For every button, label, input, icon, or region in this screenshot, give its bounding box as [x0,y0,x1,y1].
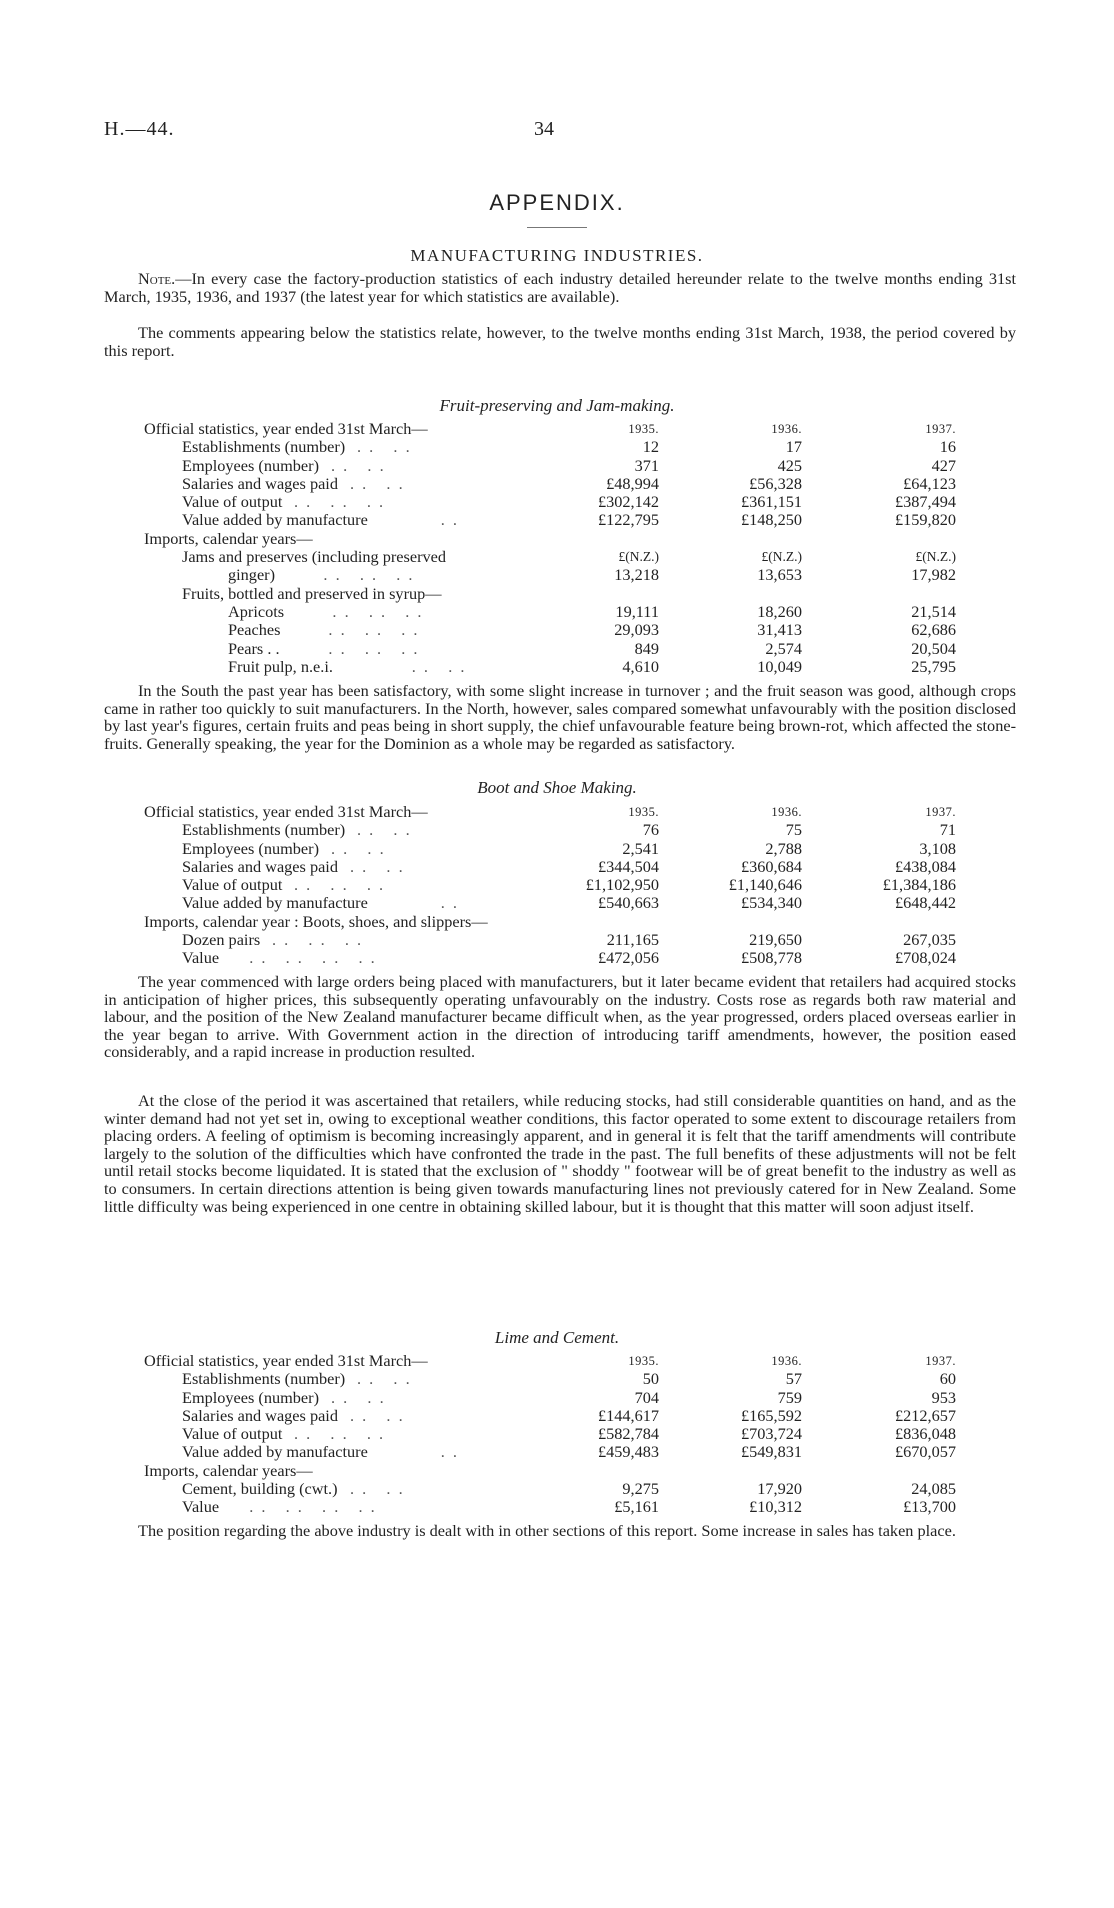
value-cell: £387,494 [894,492,956,512]
row-label: Employees (number) [182,838,319,858]
value-cell: 1937. [925,805,956,819]
table-row [104,640,1016,658]
value-cell: £302,142 [597,492,659,512]
value-cell: 425 [777,455,802,475]
value-cell: 24,085 [911,1479,956,1499]
table-row [104,1425,1016,1443]
table-row [104,511,1016,529]
leader-dots: . . . . [357,1369,412,1389]
value-cell: 759 [777,1387,802,1407]
value-cell: 1936. [771,805,802,819]
leader-dots: . . . . . . [272,930,364,950]
value-cell: 16 [939,437,956,457]
row-label: Salaries and wages paid [182,1405,338,1425]
value-cell: 10,049 [757,656,802,676]
row-label: Official statistics, year ended 31st March— [144,802,428,821]
value-cell: £159,820 [894,510,956,530]
row-label: Establishments (number) [182,820,346,840]
table-row [104,821,1016,839]
value-cell: 1935. [628,805,659,819]
value-cell: £212,657 [894,1405,956,1425]
value-cell: 71 [939,820,956,840]
row-label: Value added by manufacture [182,1442,368,1462]
table-row [104,1407,1016,1425]
table-row [104,475,1016,493]
row-label: Imports, calendar years— [144,1460,313,1480]
value-cell: £703,724 [740,1424,802,1444]
table-row [104,1370,1016,1388]
row-label: Value of output [182,875,283,895]
leader-dots: . . . . [331,1387,386,1407]
leader-dots: . . . . [345,656,467,676]
statistics-table-fruit [104,420,1016,676]
note-label: Note. [138,269,176,288]
table-row [104,621,1016,639]
value-cell: £670,057 [894,1442,956,1462]
value-cell: 704 [634,1387,659,1407]
table-row [104,493,1016,511]
value-cell: 19,111 [615,601,659,621]
value-cell: 13,653 [757,565,802,585]
value-cell: 219,650 [749,930,802,950]
table-row [104,438,1016,456]
value-cell: 18,260 [757,601,802,621]
table-row [104,1443,1016,1461]
value-cell: 57 [785,1369,802,1389]
value-cell: 75 [785,820,802,840]
value-cell: 267,035 [903,930,956,950]
table-row [104,894,1016,912]
table-row [104,1352,1016,1370]
row-label: Peaches [228,620,281,640]
row-label: Dozen pairs [182,930,261,950]
value-cell: 76 [642,820,659,840]
row-label: Value added by manufacture [182,893,368,913]
comment-paragraph-boot-shoe-2: At the close of the period it was ascertained that retailers, while reducing stocks, had still considerable quantities on hand, and as the winter demand had not yet set in, owing to exceptional weather conditions, this factor operated to some extent to discourage retailers from placing orders. A feeling of optimism is becoming increasingly apparent, and in general it is felt that the tariff amendments will contribute largely to the solution of the difficulties which have confronted the trade in the past. The full benefits of these adjustments will not be felt until retail stocks become liquidated. It is stated that the exclusion of " shoddy " footwear will be of great benefit to the industry as well as to consumers. In certain directions attention is being given towards manufacturing lines not previously catered for in New Zealand. Some little difficulty was being experienced in one centre in obtaining skilled labour, but it is thought that this matter will soon adjust itself. [104,1091,1016,1216]
leader-dots: . . . . . . [287,565,415,585]
table-row [104,858,1016,876]
value-cell: 9,275 [622,1479,659,1499]
value-cell: £(N.Z.) [915,549,956,565]
page-number: 34 [534,118,554,140]
value-cell: 12 [642,437,659,457]
value-cell: £508,778 [740,948,802,968]
leader-dots: . . . . . . [294,492,386,512]
leader-dots: . . . . [350,473,405,493]
value-cell: £13,700 [903,1497,956,1517]
value-cell: 371 [634,455,659,475]
manufacturing-industries-heading: MANUFACTURING INDUSTRIES. [410,246,704,265]
value-cell: 953 [931,1387,956,1407]
value-cell: 62,686 [911,620,956,640]
value-cell: £(N.Z.) [761,549,802,565]
note-paragraph-2: The comments appearing below the statistics relate, however, to the twelve months ending 31st March, 1938, the period covered by this report. [104,323,1016,360]
value-cell: 29,093 [614,620,659,640]
leader-dots: . . . . . . . . [231,1497,377,1517]
value-cell: £1,102,950 [585,875,659,895]
table-row [104,949,1016,967]
value-cell: £534,340 [740,893,802,913]
table-row [104,1389,1016,1407]
comment-paragraph-fruit: In the South the past year has been satisfactory, with some slight increase in turnover ; and the fruit season was good, although crops came in rather too quickly to suit manufacturers. In the North, however, sales compared somewhat unfavourably with the position disclosed by last year's figures, certain fruits and peas being in short supply, the chief unfavourable feature being brown-rot, which affected the stone-fruits. Generally speaking, the year for the Dominion as a whole may be regarded as satisfactory. [104,681,1016,753]
row-label: Fruit pulp, n.e.i. [228,656,333,676]
row-label: Cement, building (cwt.) [182,1479,338,1499]
row-label: Salaries and wages paid [182,856,338,876]
appendix-title: APPENDIX. [489,190,625,215]
value-cell: £708,024 [894,948,956,968]
value-cell: 2,574 [765,638,802,658]
row-label: Employees (number) [182,455,319,475]
value-cell: 1935. [628,422,659,436]
value-cell: 21,514 [911,601,956,621]
row-label: Value [182,948,220,968]
row-label: Value [182,1497,220,1517]
value-cell: 50 [642,1369,659,1389]
leader-dots: . . . . [357,820,412,840]
value-cell: 1936. [771,422,802,436]
value-cell: 427 [931,455,956,475]
row-label: Imports, calendar year : Boots, shoes, and slippers— [144,911,488,931]
value-cell: £361,151 [740,492,802,512]
value-cell: £165,592 [740,1405,802,1425]
comment-paragraph-lime-cement: The position regarding the above industry is dealt with in other sections of this report. Some increase in sales has taken place. [138,1521,956,1540]
row-label: Value of output [182,492,283,512]
table-row [104,1498,1016,1516]
value-cell: 20,504 [911,638,956,658]
row-label: Pears . . [228,638,280,658]
value-cell: 17 [785,437,802,457]
row-label: Fruits, bottled and preserved in syrup— [182,583,442,603]
value-cell: £(N.Z.) [618,549,659,565]
value-cell: £360,684 [740,856,802,876]
value-cell: 2,541 [622,838,659,858]
leader-dots: . . . . . . [294,1424,386,1444]
table-row [104,1480,1016,1498]
row-label: Establishments (number) [182,1369,346,1389]
table-row [104,913,1016,931]
value-cell: £648,442 [894,893,956,913]
value-cell: 1935. [628,1354,659,1368]
value-cell: 1936. [771,1354,802,1368]
value-cell: £48,994 [606,473,659,493]
leader-dots: . . [380,1442,459,1462]
value-cell: £344,504 [597,856,659,876]
row-label: Employees (number) [182,1387,319,1407]
row-label: Official statistics, year ended 31st March— [144,419,428,438]
statistics-table-boot-shoe [104,803,1016,968]
leader-dots: . . . . [350,1405,405,1425]
leader-dots: . . . . . . [292,638,420,658]
table-row [104,931,1016,949]
row-label: Jams and preserves (including preserved [182,547,447,567]
table-row [104,566,1016,584]
leader-dots: . . . . . . [294,875,386,895]
value-cell: 1937. [925,422,956,436]
leader-dots: . . . . . . . . [231,948,377,968]
row-label: Official statistics, year ended 31st March— [144,1351,428,1370]
leader-dots: . . . . [331,455,386,475]
value-cell: £148,250 [740,510,802,530]
value-cell: 1937. [925,1354,956,1368]
report-reference: H.—44. [104,118,175,140]
value-cell: £438,084 [894,856,956,876]
value-cell: 25,795 [911,656,956,676]
leader-dots: . . [380,510,459,530]
row-label: Salaries and wages paid [182,473,338,493]
table-row [104,803,1016,821]
value-cell: 31,413 [757,620,802,640]
value-cell: £10,312 [749,1497,802,1517]
table-row [104,603,1016,621]
row-label: Value added by manufacture [182,510,368,530]
value-cell: £122,795 [597,510,659,530]
value-cell: 17,982 [911,565,956,585]
section-heading-boot-shoe: Boot and Shoe Making. [477,778,637,797]
leader-dots: . . [380,893,459,913]
value-cell: £540,663 [597,893,659,913]
value-cell: £1,140,646 [728,875,802,895]
table-row [104,658,1016,676]
value-cell: 17,920 [757,1479,802,1499]
table-row [104,585,1016,603]
value-cell: 3,108 [919,838,956,858]
value-cell: £144,617 [597,1405,659,1425]
title-divider [527,227,587,228]
leader-dots: . . . . [350,856,405,876]
table-row [104,548,1016,566]
note-text: —In every case the factory-production statistics of each industry detailed hereunder relate to the twelve months ending 31st March, 1935, 1936, and 1937 (the latest year for which statistics are available). [104,269,1016,306]
value-cell: 60 [939,1369,956,1389]
row-label: ginger) [228,565,276,585]
table-row [104,457,1016,475]
value-cell: £64,123 [903,473,956,493]
row-label: Imports, calendar years— [144,528,313,548]
row-label: Establishments (number) [182,437,346,457]
leader-dots: . . . . [350,1479,405,1499]
table-row [104,876,1016,894]
value-cell: 4,610 [622,656,659,676]
value-cell: 13,218 [614,565,659,585]
leader-dots: . . . . [331,838,386,858]
leader-dots: . . . . . . [296,601,424,621]
table-row [104,840,1016,858]
value-cell: 211,165 [606,930,659,950]
value-cell: £549,831 [740,1442,802,1462]
statistics-table-lime-cement [104,1352,1016,1517]
row-label: Value of output [182,1424,283,1444]
value-cell: 2,788 [765,838,802,858]
section-heading-fruit: Fruit-preserving and Jam-making. [439,396,675,415]
section-heading-lime-cement: Lime and Cement. [494,1328,620,1347]
value-cell: £1,384,186 [882,875,956,895]
value-cell: £5,161 [614,1497,659,1517]
table-row [104,1462,1016,1480]
row-label: Apricots [228,601,285,621]
table-row [104,530,1016,548]
value-cell: £459,483 [597,1442,659,1462]
value-cell: 849 [634,638,659,658]
value-cell: £472,056 [597,948,659,968]
note-paragraph [104,270,1016,305]
value-cell: £56,328 [749,473,802,493]
leader-dots: . . . . . . [292,620,420,640]
table-row [104,420,1016,438]
comment-paragraph-boot-shoe: The year commenced with large orders being placed with manufacturers, but it later became evident that retailers had acquired stocks in anticipation of higher prices, this subsequently operating unfavourably on the industry. Costs rose as regards both raw material and labour, and the position of the New Zealand manufacturer became difficult when, as the year progressed, orders placed overseas earlier in the year began to arrive. With Government action in the direction of introducing tariff amendments, however, the position eased considerably, and a rapid increase in production resulted. [104,972,1016,1062]
leader-dots: . . . . [357,437,412,457]
value-cell: £582,784 [597,1424,659,1444]
value-cell: £836,048 [894,1424,956,1444]
